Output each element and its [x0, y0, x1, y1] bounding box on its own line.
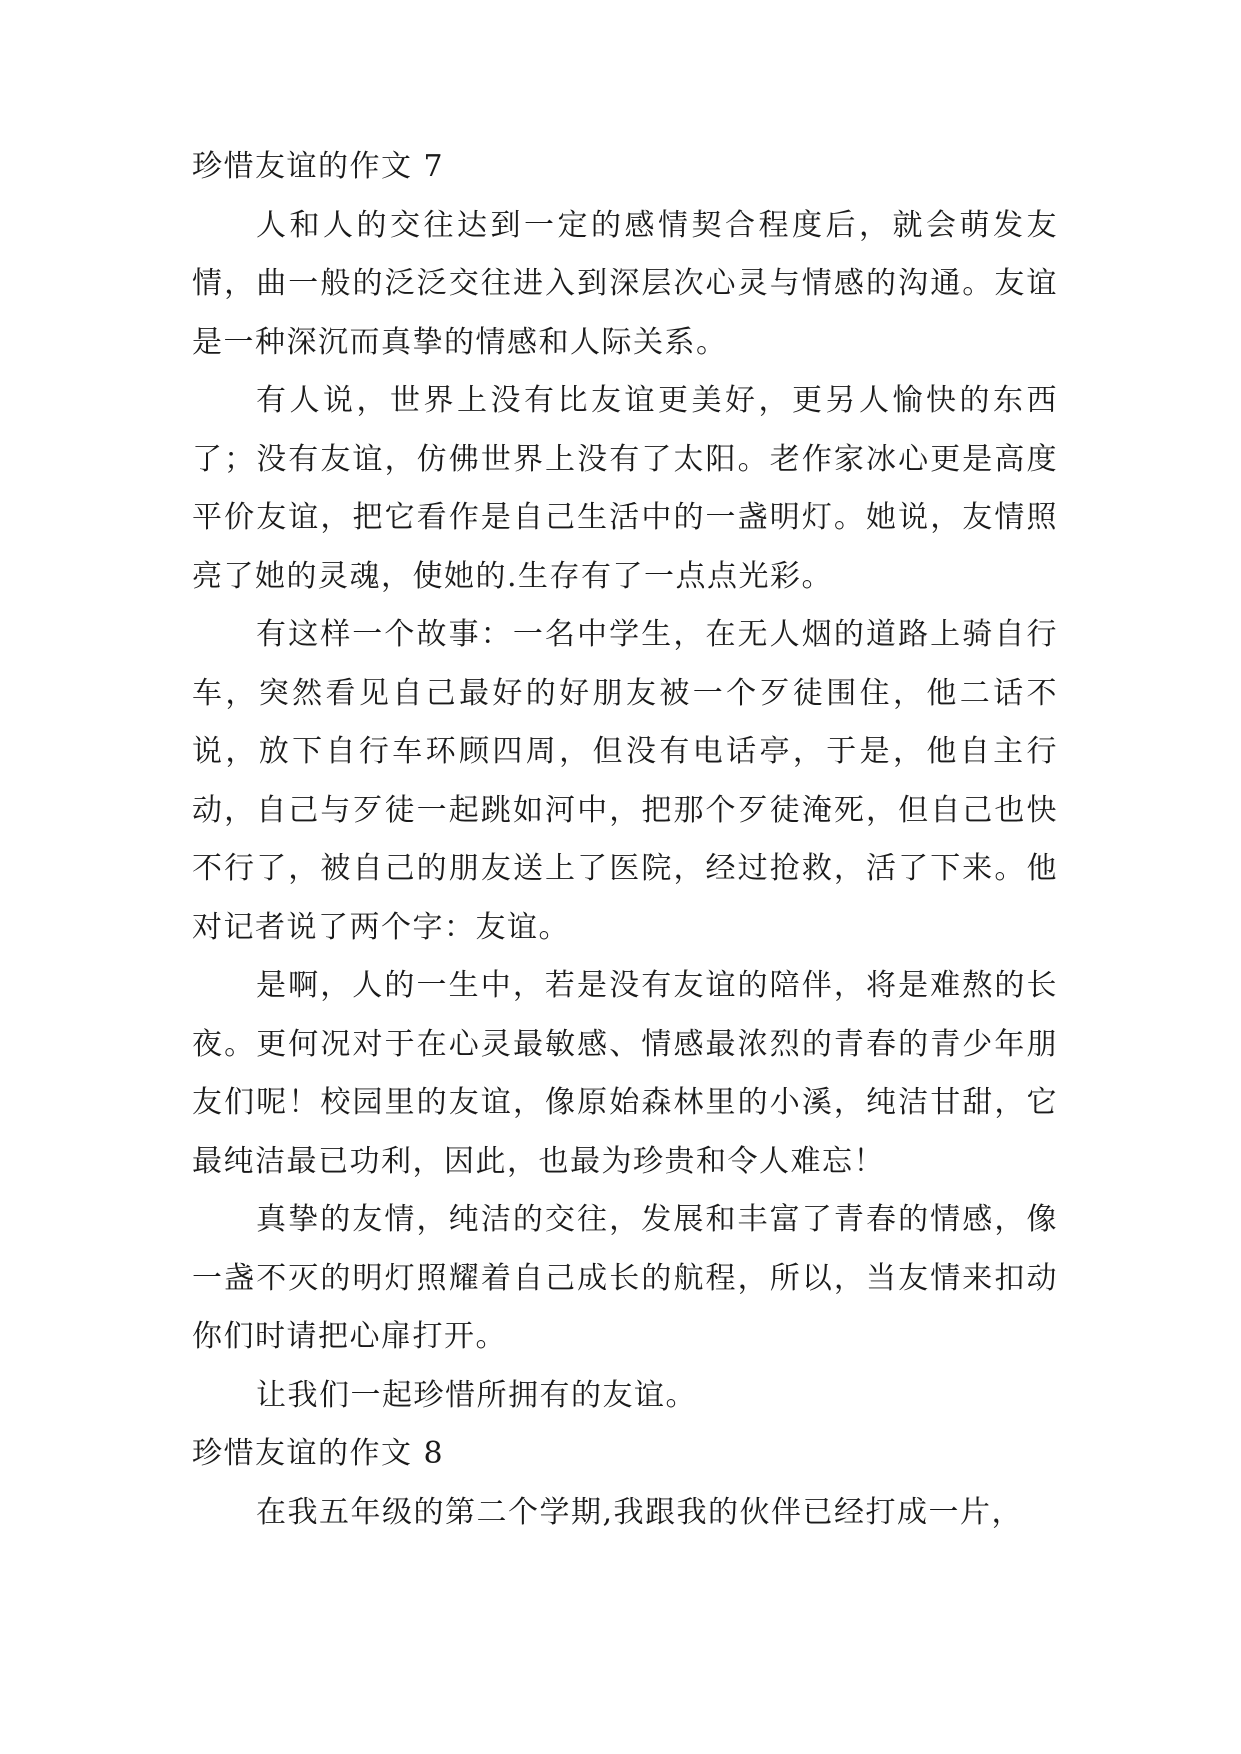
- section-heading-8: 珍惜友谊的作文 8: [192, 1436, 445, 1471]
- paragraph: 有这样一个故事：一名中学生，在无人烟的道路上骑自行车，突然看见自己最好的好朋友被一个歹徒围住，他二话不说，放下自行车环顾四周，但没有电话亭，于是，他自主行动，自己与歹徒一起跳如河中，把那个歹徒淹死，但自己也快不行了，被自己的朋友送上了医院，经过抢救，活了下来。他对记者说了两个字：友谊。: [192, 617, 1058, 945]
- document-body: [192, 138, 1058, 1542]
- paragraph: 让我们一起珍惜所拥有的友谊。: [256, 1377, 697, 1413]
- paragraph: 有人说，世界上没有比友谊更美好，更另人愉快的东西了；没有友谊，仿佛世界上没有了太阳。老作家冰心更是高度平价友谊，把它看作是自己生活中的一盏明灯。她说，友情照亮了她的灵魂，使她的.生存有了一点点光彩。: [192, 383, 1058, 594]
- paragraph: 真挚的友情，纯洁的交往，发展和丰富了青春的情感，像一盏不灭的明灯照耀着自己成长的航程，所以，当友情来扣动你们时请把心扉打开。: [192, 1202, 1058, 1354]
- paragraph: 在我五年级的第二个学期,我跟我的伙伴已经打成一片，: [256, 1494, 1024, 1530]
- paragraph: 是啊，人的一生中，若是没有友谊的陪伴，将是难熬的长夜。更何况对于在心灵最敏感、情感最浓烈的青春的青少年朋友们呢！校园里的友谊，像原始森林里的小溪，纯洁甘甜，它最纯洁最已功利，因此，也最为珍贵和令人难忘！: [192, 968, 1058, 1179]
- section-heading-7: 珍惜友谊的作文 7: [192, 149, 445, 184]
- paragraph: 人和人的交往达到一定的感情契合程度后，就会萌发友情，曲一般的泛泛交往进入到深层次心灵与情感的沟通。友谊是一种深沉而真挚的情感和人际关系。: [192, 207, 1058, 360]
